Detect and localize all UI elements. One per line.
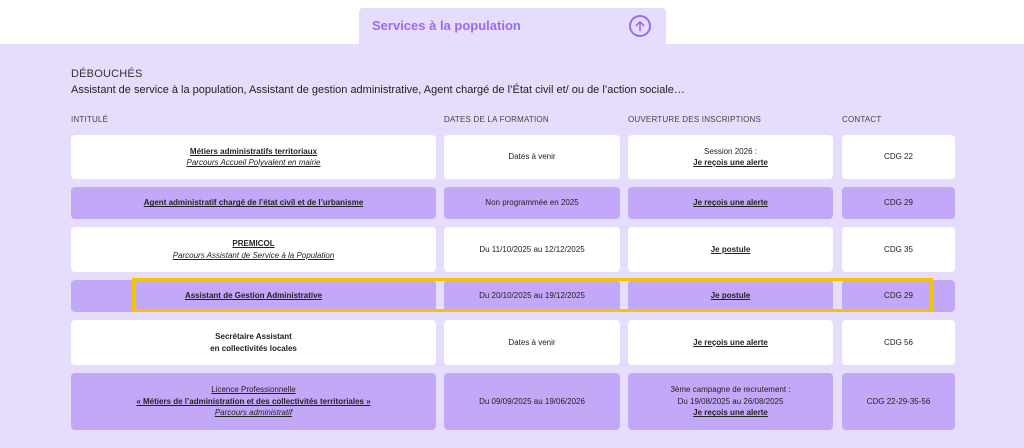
table-row-title[interactable] — [71, 227, 436, 272]
table-row-ouverture — [628, 135, 833, 179]
contact-text: CDG 29 — [884, 291, 913, 301]
table-row-ouverture — [628, 373, 833, 430]
table-row-contact — [842, 280, 955, 312]
table-row-title[interactable] — [71, 187, 436, 219]
dates-text: Du 11/10/2025 au 12/12/2025 — [479, 244, 585, 254]
table-row-title[interactable] — [71, 135, 436, 179]
formation-title-link[interactable]: Assistant de Gestion Administrative — [184, 291, 323, 301]
session-text: Session 2026 : — [704, 146, 757, 156]
formation-subtitle-link[interactable]: Parcours administratif — [214, 408, 293, 418]
contact-text: CDG 29 — [884, 198, 913, 208]
table-row-contact — [842, 187, 955, 219]
alert-link[interactable]: Je reçois une alerte — [693, 158, 768, 167]
formation-title-link[interactable]: « Métiers de l’administration et des collectivités territoriales » — [136, 396, 371, 406]
formation-title-link[interactable]: Agent administratif chargé de l’état civil et de l’urbanisme — [143, 198, 364, 208]
formation-subtitle-link[interactable]: Parcours Accueil Polyvalent en mairie — [186, 158, 321, 167]
tab-title[interactable]: Services à la population — [372, 18, 521, 33]
table-row-dates — [444, 280, 620, 312]
contact-text: CDG 35 — [884, 244, 913, 254]
campaign-text: 3ème campagne de recrutement : — [670, 385, 791, 395]
contact-text: CDG 56 — [884, 337, 913, 347]
table-row-contact — [842, 373, 955, 430]
formation-subtitle-link[interactable]: Parcours Assistant de Service à la Population — [172, 250, 335, 260]
dates-text: Dates à venir — [508, 152, 556, 162]
table-row-ouverture — [628, 280, 833, 312]
table-row-contact — [842, 320, 955, 365]
dates-text: Du 09/09/2025 au 19/06/2026 — [479, 396, 585, 406]
table-row-dates — [444, 320, 620, 365]
table-row-ouverture — [628, 227, 833, 272]
contact-text: CDG 22-29-35-56 — [866, 396, 931, 406]
formation-title-line2: en collectivités locales — [210, 343, 297, 353]
formation-title-line1[interactable]: Licence Professionnelle — [211, 385, 296, 395]
table-row-title[interactable] — [71, 373, 436, 430]
column-header-contact: CONTACT — [842, 115, 882, 124]
column-header-intitule: INTITULÉ — [71, 115, 109, 124]
formation-title-link[interactable]: Métiers administratifs territoriaux — [189, 146, 318, 156]
table-row-contact — [842, 227, 955, 272]
alert-link[interactable]: Je reçois une alerte — [693, 408, 768, 418]
dates-text: Non programmée en 2025 — [485, 198, 579, 208]
table-row-dates — [444, 227, 620, 272]
table-row-dates — [444, 135, 620, 179]
formation-title-line1: Secrétaire Assistant — [215, 332, 292, 341]
table-row-title — [71, 320, 436, 365]
section-text: Assistant de service à la population, Assistant de gestion administrative, Agent chargé de l’État civil et/ ou de l’action sociale… — [71, 84, 685, 96]
column-header-ouverture: OUVERTURE DES INSCRIPTIONS — [628, 115, 762, 124]
table-row-ouverture — [628, 320, 833, 365]
column-header-dates: DATES DE LA FORMATION — [444, 115, 549, 124]
contact-text: CDG 22 — [884, 152, 913, 162]
dates-text: Du 20/10/2025 au 19/12/2025 — [479, 291, 585, 301]
alert-link[interactable]: Je reçois une alerte — [693, 198, 768, 208]
table-row-contact — [842, 135, 955, 179]
table-row-ouverture — [628, 187, 833, 219]
table-row-title[interactable] — [71, 280, 436, 312]
section-tab[interactable] — [359, 8, 666, 46]
alert-link[interactable]: Je reçois une alerte — [693, 337, 768, 347]
formation-title-link[interactable]: PREMICOL — [232, 239, 275, 248]
apply-link[interactable]: Je postule — [710, 244, 751, 254]
table-row-dates — [444, 187, 620, 219]
apply-link[interactable]: Je postule — [710, 291, 751, 301]
table-row-dates — [444, 373, 620, 430]
dates-text: Dates à venir — [508, 337, 556, 347]
campaign-dates-text: Du 19/08/2025 au 26/08/2025 — [677, 396, 784, 406]
section-title: DÉBOUCHÉS — [71, 68, 143, 80]
arrow-up-circle-icon[interactable] — [629, 15, 651, 37]
